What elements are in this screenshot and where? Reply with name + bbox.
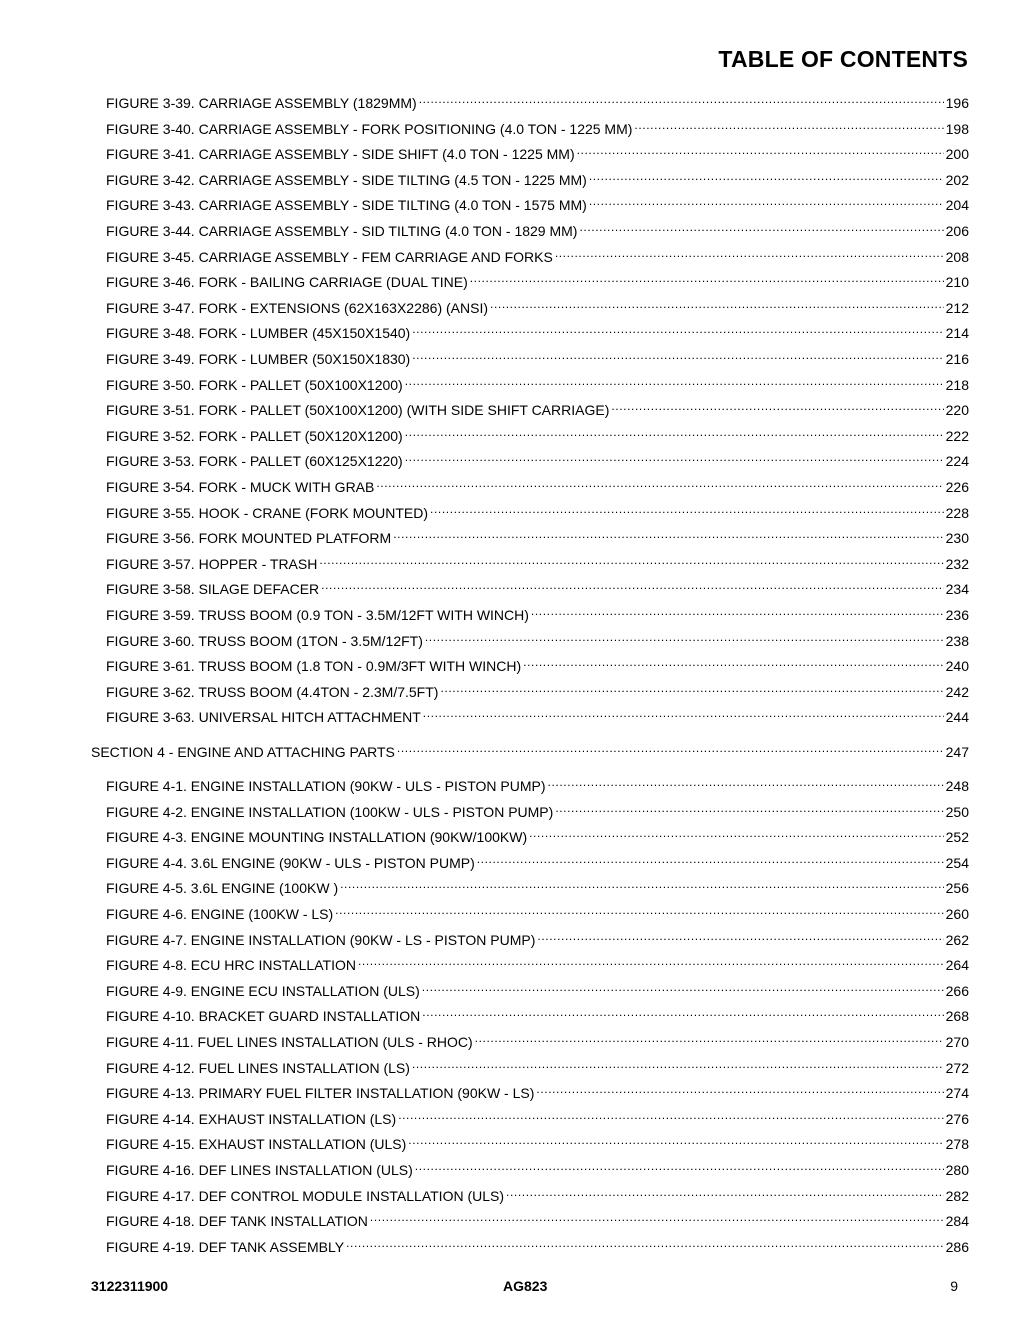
toc-entry-label: FIGURE 3-48. FORK - LUMBER (45X150X1540): [106, 325, 411, 342]
toc-entry-label: FIGURE 3-63. UNIVERSAL HITCH ATTACHMENT: [106, 709, 421, 726]
toc-entry-label: FIGURE 3-40. CARRIAGE ASSEMBLY - FORK POSITIONING (4.0 TON - 1225 MM): [106, 120, 633, 137]
toc-entry-page: 212: [945, 299, 969, 316]
toc-entry-label: SECTION 4 - ENGINE AND ATTACHING PARTS: [91, 743, 395, 760]
dot-leader: [423, 702, 944, 722]
dot-leader: [634, 114, 943, 134]
toc-entry-label: FIGURE 3-50. FORK - PALLET (50X100X1200): [106, 376, 403, 393]
toc-entry-page: 228: [945, 504, 969, 521]
toc-entry[interactable]: [106, 626, 969, 649]
toc-entry-label: FIGURE 4-12. FUEL LINES INSTALLATION (LS): [106, 1059, 410, 1076]
dot-leader: [611, 395, 943, 415]
toc-entry-page: 238: [945, 632, 969, 649]
toc-entry[interactable]: [106, 370, 969, 393]
toc-entry-page: 270: [945, 1034, 969, 1050]
dot-leader: [346, 1232, 944, 1252]
toc-entry[interactable]: [106, 651, 969, 675]
dot-leader: [490, 293, 944, 313]
toc-entry-label: FIGURE 3-44. CARRIAGE ASSEMBLY - SID TILTING (4.0 TON - 1829 MM): [106, 223, 578, 239]
toc-entry-page: 278: [945, 1136, 969, 1153]
toc-entry[interactable]: [106, 1181, 969, 1204]
dot-leader: [422, 976, 944, 996]
toc-entry[interactable]: [106, 88, 969, 111]
toc-entry-label: FIGURE 4-2. ENGINE INSTALLATION (100KW - ULS - PISTON PUMP): [106, 803, 554, 820]
toc-entry-label: FIGURE 4-6. ENGINE (100KW - LS): [106, 906, 334, 922]
dot-leader: [470, 267, 944, 287]
toc-entry[interactable]: [106, 395, 969, 419]
toc-entry-label: FIGURE 4-17. DEF CONTROL MODULE INSTALLATION (ULS): [106, 1187, 505, 1204]
dot-leader: [430, 498, 944, 518]
toc-entry-page: 250: [945, 803, 969, 820]
dot-leader: [589, 190, 944, 210]
toc-entry-page: 220: [945, 402, 969, 419]
toc-entry-label: FIGURE 3-61. TRUSS BOOM (1.8 TON - 0.9M/3FT WITH WINCH): [106, 658, 522, 675]
dot-leader: [370, 1206, 944, 1226]
toc-entry-page: 284: [945, 1213, 969, 1230]
footer-part-number: 3122311900: [91, 1278, 169, 1294]
toc-entry[interactable]: [106, 925, 969, 948]
toc-entry-page: 274: [945, 1085, 969, 1102]
toc-entry-label: FIGURE 4-4. 3.6L ENGINE (90KW - ULS - PISTON PUMP): [106, 854, 475, 871]
dot-leader: [523, 651, 944, 671]
dot-leader: [412, 344, 943, 364]
toc-entry[interactable]: [106, 472, 969, 495]
dot-leader: [425, 626, 944, 646]
toc-entry-page: 210: [945, 274, 969, 291]
toc-entry[interactable]: [106, 293, 969, 316]
toc-entry[interactable]: [106, 797, 969, 820]
dot-leader: [412, 1053, 944, 1073]
toc-section-entry[interactable]: [91, 737, 969, 760]
toc-entry-page: 244: [945, 709, 969, 726]
toc-entry-page: 286: [945, 1238, 969, 1255]
dot-leader: [321, 574, 943, 594]
dot-leader: [536, 1078, 943, 1098]
toc-entry-label: FIGURE 3-58. SILAGE DEFACER: [106, 581, 320, 598]
dot-leader: [393, 523, 943, 543]
toc-entry-page: 222: [945, 427, 969, 444]
toc-entry-page: 202: [945, 171, 969, 188]
dot-leader: [506, 1181, 944, 1201]
toc-entry[interactable]: [106, 421, 969, 444]
toc-entry-page: 252: [945, 829, 969, 846]
dot-leader: [475, 1027, 944, 1047]
toc-entry-page: 204: [945, 197, 969, 214]
toc-entry[interactable]: [106, 1129, 969, 1153]
toc-entry[interactable]: [106, 267, 969, 291]
toc-entry-page: 232: [945, 555, 969, 572]
dot-leader: [548, 771, 944, 791]
dot-leader: [477, 848, 944, 868]
dot-leader: [340, 873, 944, 893]
toc-entry[interactable]: [106, 702, 969, 726]
toc-entry[interactable]: [106, 1206, 969, 1230]
toc-entry-label: FIGURE 4-16. DEF LINES INSTALLATION (ULS): [106, 1162, 413, 1178]
dot-leader: [577, 139, 944, 159]
toc-entry-page: 226: [945, 479, 969, 495]
dot-leader: [555, 242, 944, 262]
dot-leader: [405, 370, 944, 390]
toc-entry[interactable]: [106, 1232, 969, 1255]
toc-entry[interactable]: [106, 242, 969, 265]
dot-leader: [376, 472, 943, 492]
dot-leader: [405, 421, 944, 441]
toc-entry-page: 236: [945, 607, 969, 623]
toc-entry-label: FIGURE 3-43. CARRIAGE ASSEMBLY - SIDE TILTING (4.0 TON - 1575 MM): [106, 197, 587, 214]
toc-entry-label: FIGURE 3-56. FORK MOUNTED PLATFORM: [106, 530, 392, 547]
toc-entry-label: FIGURE 3-46. FORK - BAILING CARRIAGE (DUAL TINE): [106, 274, 468, 291]
toc-entry[interactable]: [106, 574, 969, 598]
dot-leader: [589, 165, 944, 185]
toc-entry-page: 200: [945, 146, 969, 163]
toc-entry-label: FIGURE 3-41. CARRIAGE ASSEMBLY - SIDE SHIFT (4.0 TON - 1225 MM): [106, 146, 575, 163]
toc-entry[interactable]: [106, 600, 969, 623]
toc-entry[interactable]: [106, 771, 969, 794]
toc-entry-page: 206: [945, 223, 969, 239]
toc-entry-label: FIGURE 4-3. ENGINE MOUNTING INSTALLATION (90KW/100KW): [106, 829, 528, 846]
toc-entry-page: 254: [945, 854, 969, 871]
toc-entry[interactable]: [106, 1155, 969, 1178]
dot-leader: [529, 822, 944, 842]
toc-entry-page: 198: [945, 120, 969, 137]
toc-entry[interactable]: [106, 677, 969, 700]
toc-entry-label: FIGURE 3-54. FORK - MUCK WITH GRAB: [106, 479, 375, 495]
toc-entry-page: 196: [945, 95, 969, 111]
dot-leader: [358, 950, 944, 970]
toc-entry-label: FIGURE 4-5. 3.6L ENGINE (100KW ): [106, 880, 339, 897]
toc-entry-label: FIGURE 3-47. FORK - EXTENSIONS (62X163X2286) (ANSI): [106, 299, 489, 316]
toc-entry-page: 248: [945, 778, 969, 794]
toc-entry-page: 230: [945, 530, 969, 547]
dot-leader: [408, 1129, 943, 1149]
toc-entry[interactable]: [106, 318, 969, 342]
toc-entry-page: 216: [945, 351, 969, 367]
dot-leader: [555, 797, 943, 817]
toc-entry-label: FIGURE 4-14. EXHAUST INSTALLATION (LS): [106, 1110, 397, 1127]
toc-entry[interactable]: [106, 344, 969, 367]
dot-leader: [405, 446, 944, 466]
toc-entry[interactable]: [106, 1053, 969, 1076]
toc-entry[interactable]: [106, 165, 969, 188]
toc-entry[interactable]: [106, 446, 969, 470]
dot-leader: [415, 1155, 944, 1175]
toc-entry-label: FIGURE 4-10. BRACKET GUARD INSTALLATION: [106, 1008, 421, 1025]
dot-leader: [419, 88, 944, 108]
toc-entry-page: 240: [945, 658, 969, 675]
toc-entry-page: 266: [945, 982, 969, 999]
toc-entry-page: 256: [945, 880, 969, 897]
toc-entry-page: 218: [945, 376, 969, 393]
toc-entry[interactable]: [106, 523, 969, 547]
page-title: TABLE OF CONTENTS: [718, 46, 968, 72]
toc-entry-label: FIGURE 3-52. FORK - PALLET (50X120X1200): [106, 427, 403, 444]
toc-entry-page: 214: [945, 325, 969, 342]
toc-entry-page: 276: [945, 1110, 969, 1127]
toc-entry-label: FIGURE 4-15. EXHAUST INSTALLATION (ULS): [106, 1136, 407, 1153]
toc-entry[interactable]: [106, 549, 969, 572]
dot-leader: [537, 925, 943, 945]
toc-entry-label: FIGURE 4-8. ECU HRC INSTALLATION: [106, 957, 356, 974]
toc-entry[interactable]: [106, 976, 969, 999]
toc-entry[interactable]: [106, 950, 969, 974]
dot-leader: [440, 677, 943, 697]
toc-entry[interactable]: [106, 1104, 969, 1127]
toc-entry-label: FIGURE 4-18. DEF TANK INSTALLATION: [106, 1213, 368, 1230]
toc-entry-page: 234: [945, 581, 969, 598]
dot-leader: [531, 600, 944, 620]
toc-entry-label: FIGURE 4-13. PRIMARY FUEL FILTER INSTALLATION (90KW - LS): [106, 1085, 535, 1102]
toc-entry-page: 247: [945, 743, 969, 760]
toc-entry[interactable]: [106, 1078, 969, 1102]
toc-entry-label: FIGURE 3-53. FORK - PALLET (60X125X1220): [106, 453, 403, 470]
toc-entry-label: FIGURE 4-1. ENGINE INSTALLATION (90KW - ULS - PISTON PUMP): [106, 778, 546, 794]
toc-entry-label: FIGURE 3-42. CARRIAGE ASSEMBLY - SIDE TILTING (4.5 TON - 1225 MM): [106, 171, 587, 188]
dot-leader: [335, 899, 943, 919]
dot-leader: [579, 216, 943, 236]
toc-entry-label: FIGURE 3-51. FORK - PALLET (50X100X1200) (WITH SIDE SHIFT CARRIAGE): [106, 402, 610, 419]
dot-leader: [398, 1104, 943, 1124]
toc-entry-label: FIGURE 3-45. CARRIAGE ASSEMBLY - FEM CARRIAGE AND FORKS: [106, 248, 553, 265]
toc-entry[interactable]: [106, 190, 969, 214]
toc-entry-page: 264: [945, 957, 969, 974]
toc-entry[interactable]: [106, 114, 969, 137]
toc-entry-page: 242: [945, 683, 969, 700]
toc-entry-label: FIGURE 3-55. HOOK - CRANE (FORK MOUNTED): [106, 504, 429, 521]
toc-entry-label: FIGURE 3-59. TRUSS BOOM (0.9 TON - 3.5M/12FT WITH WINCH): [106, 607, 529, 623]
toc-entry-label: FIGURE 3-39. CARRIAGE ASSEMBLY (1829MM): [106, 95, 417, 111]
toc-entry-label: FIGURE 4-11. FUEL LINES INSTALLATION (ULS - RHOC): [106, 1034, 473, 1050]
toc-entry-page: 262: [945, 931, 969, 948]
toc-entry-page: 272: [945, 1059, 969, 1076]
footer-page-number: 9: [950, 1278, 958, 1294]
dot-leader: [397, 737, 944, 757]
toc-entry[interactable]: [106, 873, 969, 897]
toc-entry-page: 208: [945, 248, 969, 265]
toc-entry-label: FIGURE 3-60. TRUSS BOOM (1TON - 3.5M/12FT): [106, 632, 423, 649]
dot-leader: [319, 549, 943, 569]
toc-entry-label: FIGURE 3-62. TRUSS BOOM (4.4TON - 2.3M/7.5FT): [106, 683, 439, 700]
toc-entry-page: 280: [945, 1162, 969, 1178]
dot-leader: [412, 318, 943, 338]
toc-entry-page: 224: [945, 453, 969, 470]
toc-entry-label: FIGURE 3-49. FORK - LUMBER (50X150X1830): [106, 351, 411, 367]
toc-entry-label: FIGURE 3-57. HOPPER - TRASH: [106, 555, 318, 572]
toc-entry-page: 268: [945, 1008, 969, 1025]
toc-entry-label: FIGURE 4-19. DEF TANK ASSEMBLY: [106, 1238, 345, 1255]
toc-entry-label: FIGURE 4-7. ENGINE INSTALLATION (90KW - LS - PISTON PUMP): [106, 931, 536, 948]
toc-entry[interactable]: [106, 899, 969, 922]
toc-entry[interactable]: [106, 848, 969, 871]
toc-entry-page: 260: [945, 906, 969, 922]
toc-entry-page: 282: [945, 1187, 969, 1204]
toc-entry[interactable]: [106, 216, 969, 239]
toc-entry[interactable]: [106, 139, 969, 163]
toc-entry[interactable]: [106, 822, 969, 846]
toc-entry[interactable]: [106, 1001, 969, 1025]
toc-entry[interactable]: [106, 1027, 969, 1050]
toc-entry[interactable]: [106, 498, 969, 521]
footer-model: AG823: [503, 1278, 548, 1294]
toc-entry-label: FIGURE 4-9. ENGINE ECU INSTALLATION (ULS): [106, 982, 420, 999]
dot-leader: [422, 1001, 943, 1021]
